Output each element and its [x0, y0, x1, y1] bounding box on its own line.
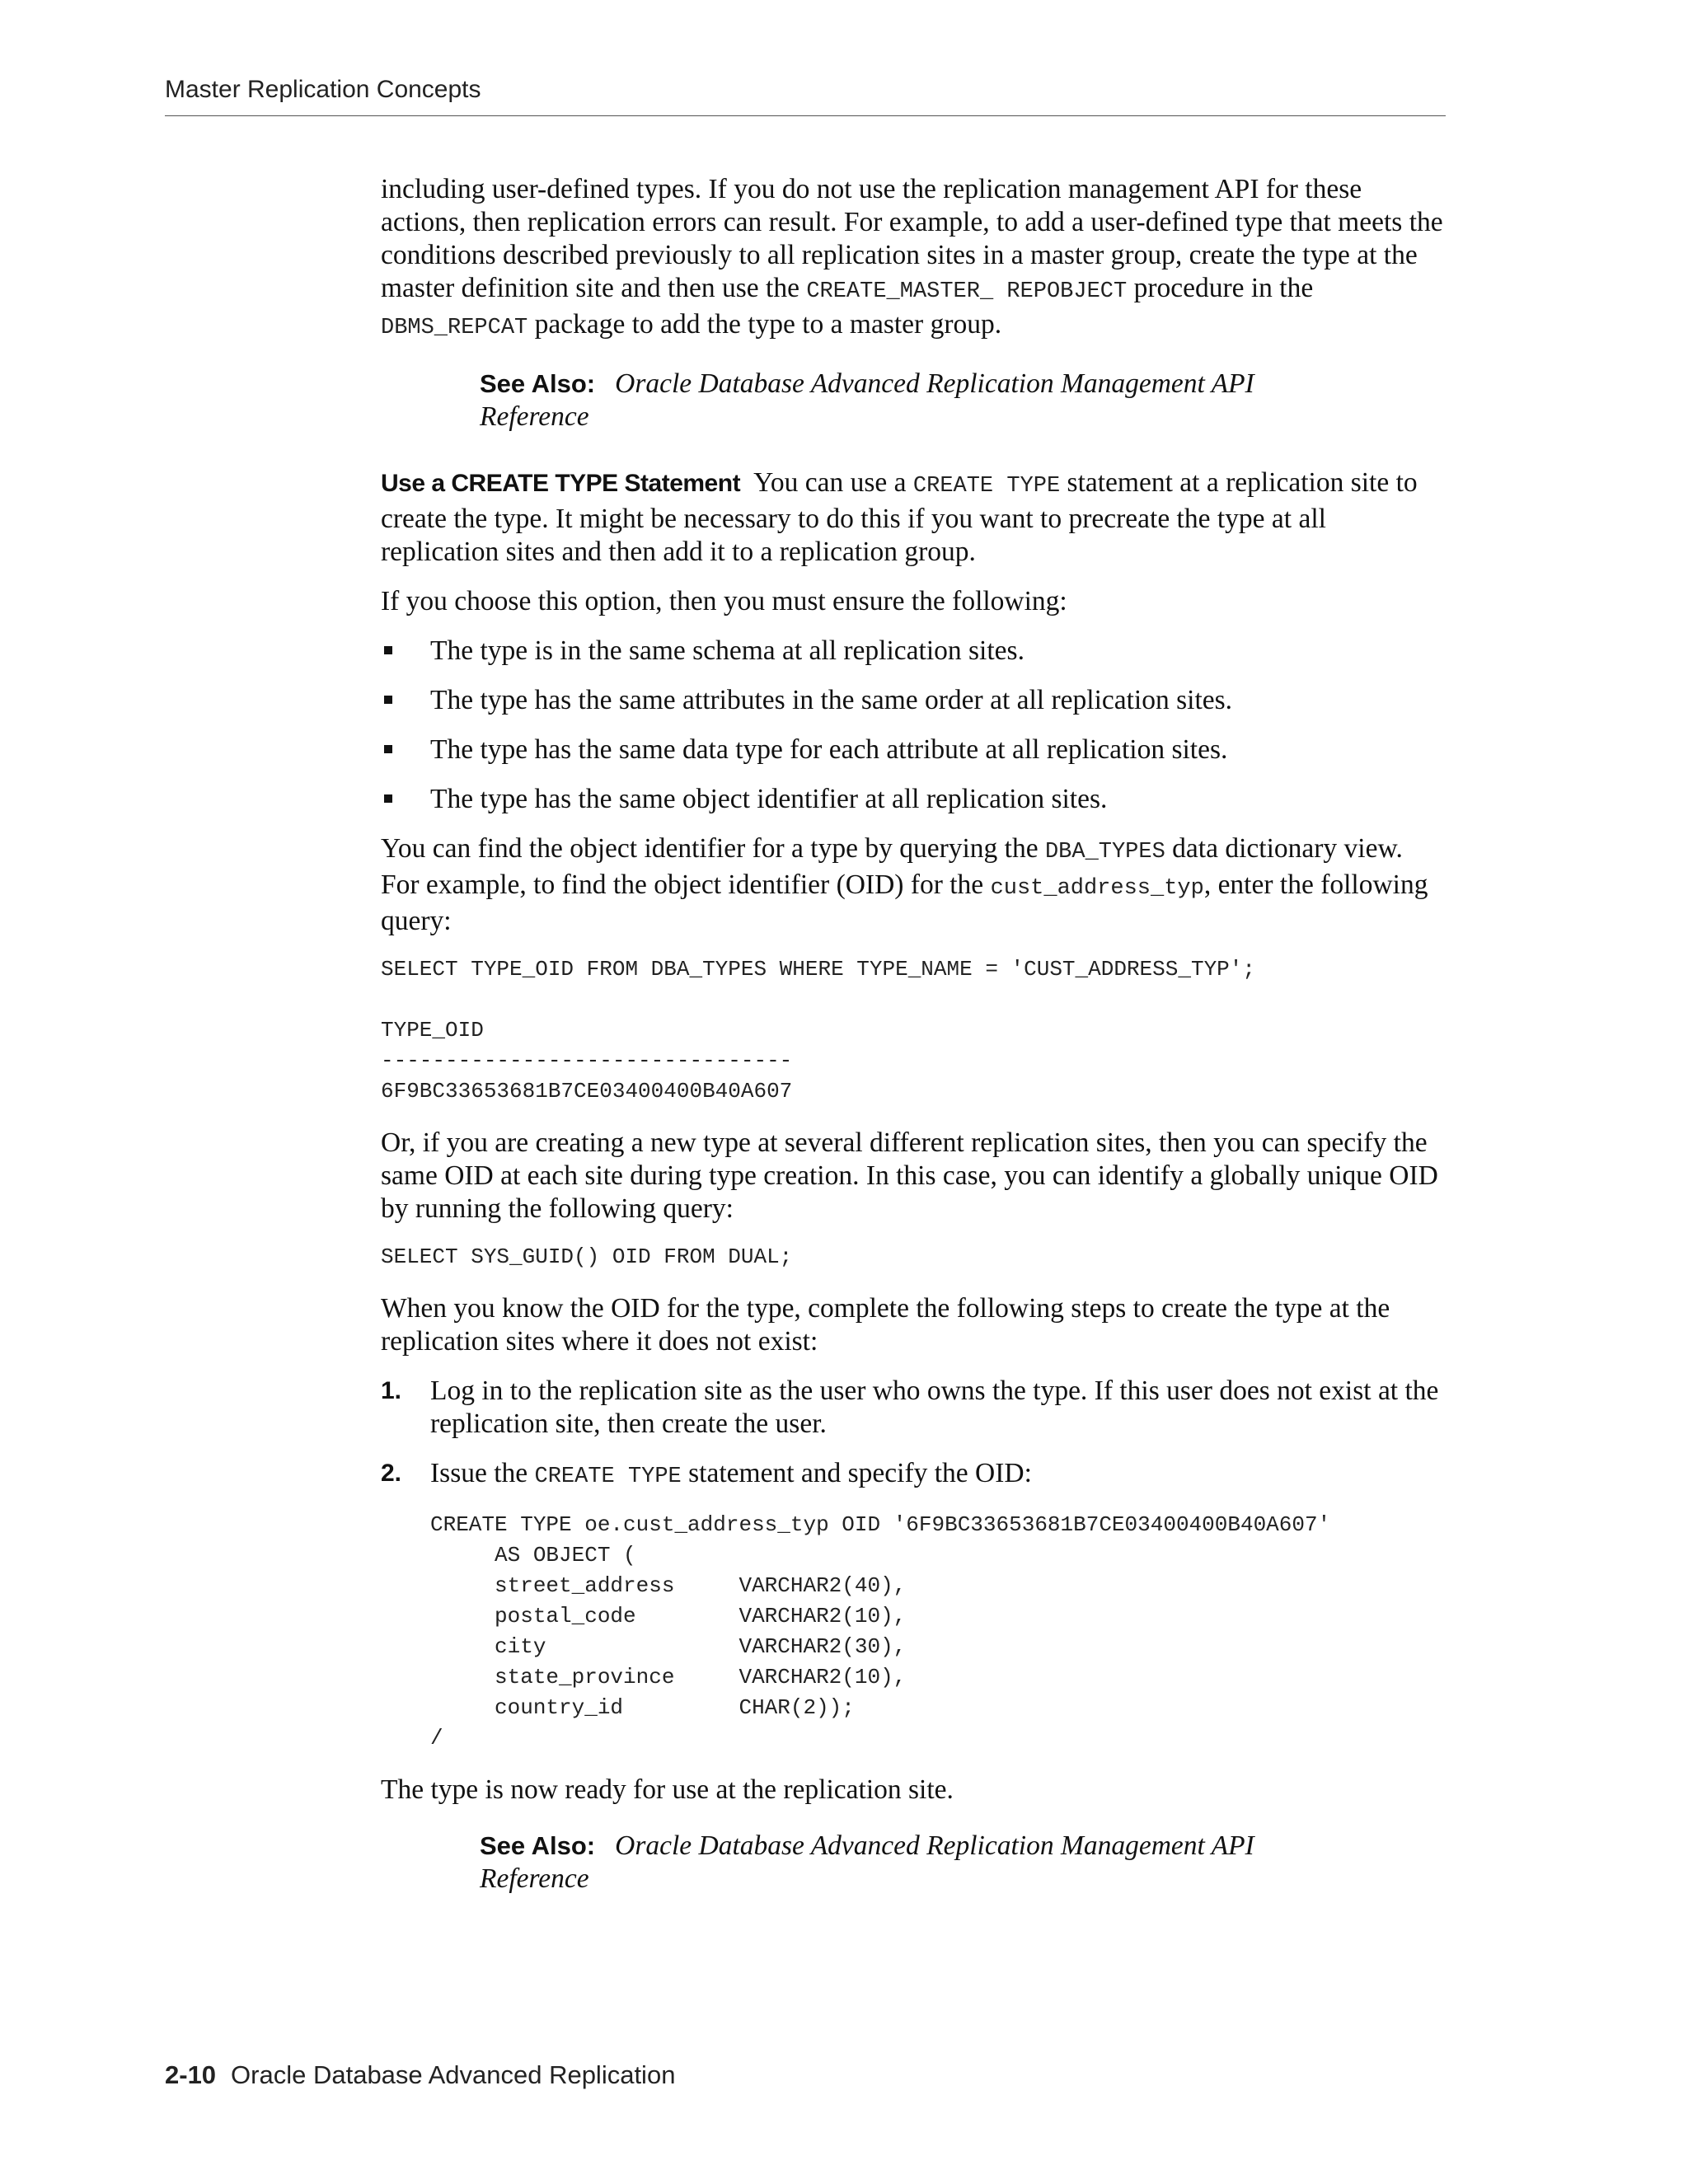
see-also-note: [480, 1830, 1345, 1896]
code-create-type: CREATE TYPE: [912, 474, 1061, 499]
paragraph-steps-intro: When you know the OID for the type, complete the following steps to create the type at the replication sites where it does not exist:: [381, 1293, 1390, 1357]
see-also-label: See Also:: [480, 369, 596, 398]
list-item: The type has the same object identifier at all replication sites.: [381, 783, 1444, 816]
bullet-icon: [384, 696, 392, 704]
see-also-reference: Oracle Database Advanced Replication Management API Reference: [480, 368, 1254, 432]
list-item: The type has the same attributes in the same order at all replication sites.: [381, 684, 1444, 717]
paragraph-find-oid: You can find the object identifier for a type by querying the DBA_TYPES data dictionary view. For example, to find the object identifier (OID) for the cust_address_typ, enter the following query:: [381, 833, 1428, 936]
code-block-query-oid: SELECT TYPE_OID FROM DBA_TYPES WHERE TYPE_NAME = 'CUST_ADDRESS_TYP'; TYPE_OID -------------------------------- 6F9BC33653681B7CE03400400B40A607: [381, 957, 1255, 1104]
book-title: Oracle Database Advanced Replication: [231, 2060, 676, 2089]
see-also-label: See Also:: [480, 1831, 596, 1860]
code-create-master-repobject: CREATE_MASTER_ REPOBJECT: [806, 279, 1128, 304]
page-content: [381, 173, 1444, 1929]
code-create-type: CREATE TYPE: [534, 1465, 682, 1489]
code-cust-address-typ: cust_address_typ: [990, 876, 1204, 901]
running-header: Master Replication Concepts: [165, 76, 481, 103]
see-also-note: [480, 368, 1345, 434]
paragraph-api-usage: including user-defined types. If you do not use the replication management API for these actions, then replication errors can result. For example, to add a user-defined type that meets the conditions described previously to all replication sites in a master group, create the type at the master definition site and then use the CREATE_MASTER_ REPOBJECT procedure in the DBMS_REPCAT package to add the type to a master group.: [381, 174, 1443, 340]
paragraph-new-type: Or, if you are creating a new type at several different replication sites, then you can specify the same OID at each site during type creation. In this case, you can identify a globally unique OID by running the following query:: [381, 1127, 1438, 1224]
bullet-icon: [384, 794, 392, 803]
bullet-icon: [384, 745, 392, 753]
code-block-sys-guid: SELECT SYS_GUID() OID FROM DUAL;: [381, 1244, 793, 1269]
header-rule: [165, 115, 1446, 116]
steps-list: [381, 1375, 1444, 1493]
section-create-type: Use a CREATE TYPE Statement You can use a CREATE TYPE statement at a replication site to create the type. It might be necessary to do this if you want to precreate the type at all replication sites and then add it to a replication group.: [381, 467, 1418, 567]
step-item: 2. Issue the CREATE TYPE statement and specify the OID:: [381, 1458, 1032, 1489]
code-block-create-type: CREATE TYPE oe.cust_address_typ OID '6F9BC33653681B7CE03400400B40A607' AS OBJECT ( street_address VARCHAR2(40), postal_code VARCHAR2(10), city VARCHAR2(30), state_province VARCHAR2(10), country_id CHAR(2)); /: [430, 1512, 1331, 1750]
code-dba-types: DBA_TYPES: [1044, 840, 1165, 865]
section-heading: Use a CREATE TYPE Statement: [381, 470, 741, 497]
paragraph-ready: The type is now ready for use at the replication site.: [381, 1774, 954, 1805]
code-dbms-repcat: DBMS_REPCAT: [381, 316, 528, 340]
list-item: The type has the same data type for each attribute at all replication sites.: [381, 733, 1444, 766]
step-number: 1.: [381, 1377, 402, 1404]
bullet-icon: [384, 646, 392, 654]
see-also-reference: Oracle Database Advanced Replication Management API Reference: [480, 1830, 1254, 1894]
page-footer: [165, 2060, 675, 2090]
requirements-list: [381, 635, 1444, 816]
page-number: 2-10: [165, 2060, 217, 2089]
step-item: 1. Log in to the replication site as the user who owns the type. If this user does not exist at the replication site, then create the user.: [381, 1376, 1439, 1439]
paragraph-option: If you choose this option, then you must ensure the following:: [381, 586, 1067, 616]
step-number: 2.: [381, 1460, 402, 1487]
list-item: The type is in the same schema at all replication sites.: [381, 635, 1444, 668]
